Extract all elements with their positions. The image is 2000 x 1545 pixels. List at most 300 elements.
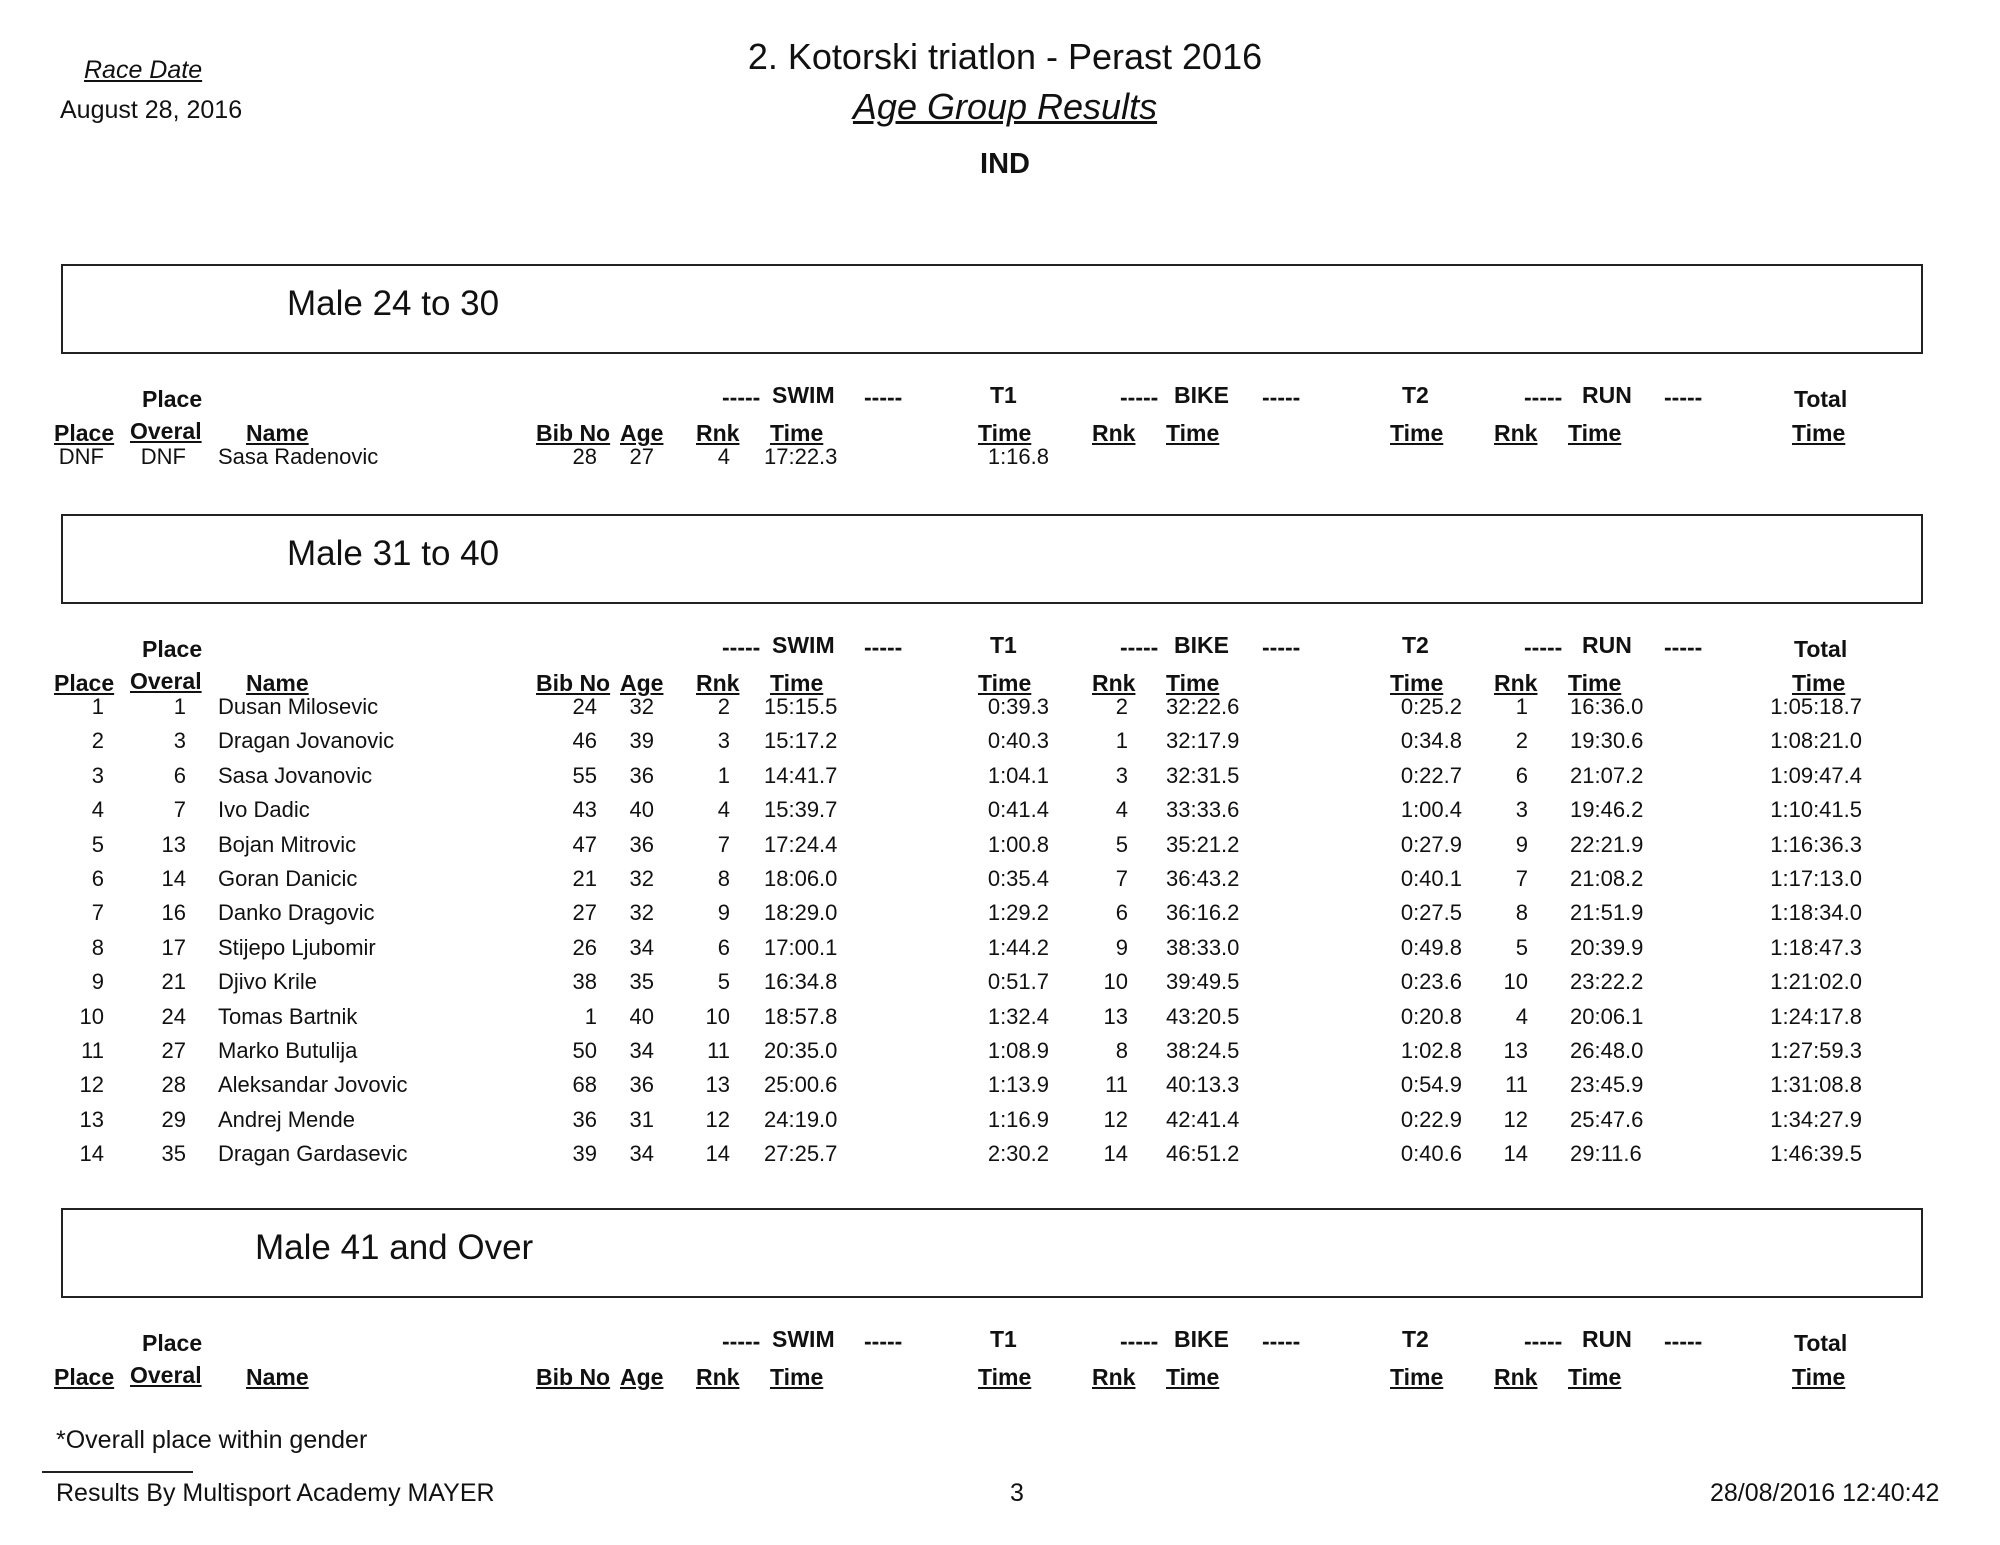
cell-t2-time: 1:02.8 [1400, 1038, 1462, 1063]
cell-bike-time: 43:20.5 [1166, 1003, 1240, 1029]
cell-age: 32 [629, 694, 654, 719]
cell-bike-time: 46:51.2 [1166, 1141, 1240, 1167]
cell-total-time: 1:24:17.8 [1770, 1003, 1862, 1029]
cell-swim-time: 14:41.7 [764, 762, 838, 788]
cell-swim-rnk: 11 [707, 1038, 730, 1063]
header-t2: T2 [1402, 632, 1429, 658]
cell-place: 9 [91, 969, 104, 995]
race-date: August 28, 2016 [60, 96, 243, 124]
header-overal: Overal [130, 1362, 202, 1388]
cell-bike-rnk: 2 [1115, 694, 1128, 719]
cell-bike-time: 32:31.5 [1166, 762, 1240, 788]
cell-swim-time: 18:06.0 [764, 866, 838, 891]
cell-place: 8 [91, 934, 104, 960]
cell-total-time: 1:27:59.3 [1770, 1038, 1862, 1063]
header-t1-time: Time [978, 1364, 1032, 1390]
cell-total-time: 1:16:36.3 [1770, 831, 1862, 857]
cell-age: 35 [629, 969, 654, 995]
header-total: Total [1794, 1330, 1848, 1356]
cell-t1-time: 0:35.4 [987, 866, 1049, 891]
column-headers [0, 1324, 2000, 1394]
header-run-time: Time [1568, 670, 1622, 696]
footer-rule [42, 1471, 193, 1473]
header-bike-time: Time [1166, 1364, 1220, 1390]
header-run-dashes-right: ----- [1664, 384, 1703, 410]
cell-bike-time: 33:33.6 [1166, 797, 1240, 823]
header-total-time: Time [1792, 1364, 1846, 1390]
cell-swim-time: 25:00.6 [764, 1072, 838, 1098]
cell-place: 4 [91, 797, 104, 823]
header-bike-dashes-left: ----- [1120, 1328, 1159, 1354]
cell-total-time: 1:18:47.3 [1770, 934, 1862, 960]
cell-bib-no: 47 [572, 831, 597, 857]
header-total-time: Time [1792, 670, 1846, 696]
cell-name: Ivo Dadic [218, 797, 310, 823]
cell-bike-rnk: 9 [1115, 934, 1128, 960]
column-headers [0, 380, 2000, 450]
header-swim-dashes-right: ----- [864, 384, 903, 410]
cell-t2-time: 0:27.5 [1400, 900, 1462, 926]
cell-bib-no: 68 [572, 1072, 597, 1098]
cell-t1-time: 1:00.8 [987, 831, 1049, 857]
cell-bike-time: 40:13.3 [1166, 1072, 1240, 1098]
header-bike-dashes-left: ----- [1120, 634, 1159, 660]
cell-swim-time: 27:25.7 [764, 1141, 838, 1167]
cell-swim-rnk: 10 [705, 1003, 730, 1029]
cell-bike-time: 38:33.0 [1166, 934, 1240, 960]
table-row [0, 694, 2000, 728]
cell-bike-rnk: 4 [1115, 797, 1128, 823]
header-swim-dashes-right: ----- [864, 634, 903, 660]
header-name: Name [246, 420, 309, 446]
header-bike-dashes-right: ----- [1262, 384, 1301, 410]
cell-place: 1 [91, 694, 104, 719]
cell-run-time: 19:46.2 [1570, 797, 1644, 823]
cell-t1-time: 1:32.4 [987, 1003, 1049, 1029]
header-swim-time: Time [770, 1364, 824, 1390]
table-row [0, 444, 2000, 478]
cell-run-rnk: 6 [1515, 762, 1528, 788]
header-run-rnk: Rnk [1494, 670, 1538, 696]
age-group-title: Male 24 to 30 [287, 284, 500, 323]
header-overal: Overal [130, 668, 202, 694]
cell-run-rnk: 8 [1515, 900, 1528, 926]
cell-run-rnk: 9 [1515, 831, 1528, 857]
header-place-top: Place [142, 386, 203, 412]
cell-age: 32 [629, 900, 654, 926]
cell-name: Goran Danicic [218, 866, 358, 891]
header-bike-dashes-right: ----- [1262, 1328, 1301, 1354]
age-group-section [0, 264, 2000, 504]
header-bib-no: Bib No [536, 420, 611, 446]
header-swim: SWIM [772, 1326, 835, 1352]
header-run: RUN [1582, 382, 1632, 408]
header-run-dashes-right: ----- [1664, 1328, 1703, 1354]
header-total-time: Time [1792, 420, 1846, 446]
cell-bib-no: 43 [572, 797, 597, 823]
cell-run-rnk: 1 [1515, 694, 1528, 719]
header-run: RUN [1582, 1326, 1632, 1352]
header-t1: T1 [990, 382, 1017, 408]
cell-t1-time: 0:51.7 [987, 969, 1049, 995]
cell-name: Dragan Jovanovic [218, 728, 395, 754]
header-run-time: Time [1568, 1364, 1622, 1390]
cell-bib-no: 39 [572, 1141, 597, 1167]
header-age: Age [620, 420, 664, 446]
cell-place: 6 [91, 866, 104, 891]
cell-swim-time: 17:00.1 [764, 934, 838, 960]
header-place-top: Place [142, 1330, 203, 1356]
cell-swim-rnk: 12 [705, 1106, 730, 1132]
header-swim-dashes-left: ----- [722, 384, 761, 410]
cell-bike-time: 32:17.9 [1166, 728, 1240, 754]
cell-run-time: 21:51.9 [1570, 900, 1644, 926]
header-place-top: Place [142, 636, 203, 662]
cell-swim-rnk: 14 [705, 1141, 730, 1167]
cell-run-time: 29:11.6 [1570, 1141, 1642, 1167]
cell-run-rnk: 3 [1515, 797, 1528, 823]
cell-t2-time: 1:00.4 [1400, 797, 1462, 823]
cell-total-time: 1:08:21.0 [1770, 728, 1862, 754]
cell-total-time: 1:31:08.8 [1770, 1072, 1862, 1098]
cell-run-rnk: 14 [1503, 1141, 1528, 1167]
header-t2: T2 [1402, 382, 1429, 408]
cell-bike-time: 38:24.5 [1166, 1038, 1240, 1063]
cell-bib-no: 24 [572, 694, 597, 719]
cell-run-rnk: 13 [1503, 1038, 1528, 1063]
cell-bike-time: 39:49.5 [1166, 969, 1240, 995]
header-t2: T2 [1402, 1326, 1429, 1352]
header-bike-time: Time [1166, 420, 1220, 446]
table-row [0, 900, 2000, 934]
cell-bike-time: 36:43.2 [1166, 866, 1240, 891]
cell-total-time: 1:46:39.5 [1770, 1141, 1862, 1167]
cell-bike-rnk: 8 [1115, 1038, 1128, 1063]
header-swim-time: Time [770, 670, 824, 696]
cell-place: DNF [58, 444, 104, 469]
header-swim-time: Time [770, 420, 824, 446]
header-run-dashes-left: ----- [1524, 634, 1563, 660]
header-swim-dashes-left: ----- [722, 1328, 761, 1354]
cell-overal: 21 [161, 969, 186, 995]
cell-age: 36 [629, 831, 654, 857]
cell-bib-no: 50 [572, 1038, 597, 1063]
cell-name: Dragan Gardasevic [218, 1141, 408, 1167]
header-bib-no: Bib No [536, 1364, 611, 1390]
cell-place: 14 [79, 1141, 104, 1167]
table-row [0, 969, 2000, 1003]
header-place: Place [54, 670, 115, 696]
cell-swim-rnk: 9 [717, 900, 730, 926]
division-label: IND [980, 148, 1030, 180]
page-number: 3 [1010, 1479, 1024, 1507]
cell-swim-rnk: 7 [717, 831, 730, 857]
header-bib-no: Bib No [536, 670, 611, 696]
cell-t1-time: 0:41.4 [987, 797, 1049, 823]
header-t1: T1 [990, 632, 1017, 658]
cell-swim-rnk: 13 [705, 1072, 730, 1098]
cell-swim-time: 17:24.4 [764, 831, 838, 857]
table-row [0, 866, 2000, 900]
cell-t2-time: 0:40.1 [1400, 866, 1462, 891]
cell-bib-no: 27 [572, 900, 597, 926]
header-total: Total [1794, 636, 1848, 662]
cell-t2-time: 0:20.8 [1400, 1003, 1462, 1029]
cell-swim-rnk: 1 [717, 762, 730, 788]
header-bike: BIKE [1174, 632, 1229, 658]
header-t2-time: Time [1390, 1364, 1444, 1390]
cell-total-time: 1:05:18.7 [1770, 694, 1862, 719]
footer-timestamp: 28/08/2016 12:40:42 [1710, 1479, 1940, 1507]
cell-total-time: 1:10:41.5 [1770, 797, 1862, 823]
cell-run-rnk: 4 [1515, 1003, 1528, 1029]
cell-swim-time: 18:57.8 [764, 1003, 838, 1029]
table-row [0, 1141, 2000, 1175]
cell-place: 11 [81, 1038, 104, 1063]
cell-swim-rnk: 4 [717, 444, 730, 469]
footer-results-by: Results By Multisport Academy MAYER [56, 1479, 495, 1507]
cell-run-time: 25:47.6 [1570, 1106, 1644, 1132]
cell-overal: 28 [161, 1072, 186, 1098]
cell-run-time: 19:30.6 [1570, 728, 1644, 754]
cell-bike-rnk: 7 [1115, 866, 1128, 891]
header-bike: BIKE [1174, 382, 1229, 408]
cell-t1-time: 1:16.9 [987, 1106, 1049, 1132]
cell-run-rnk: 11 [1505, 1072, 1528, 1098]
header-run-dashes-right: ----- [1664, 634, 1703, 660]
header-t2-time: Time [1390, 670, 1444, 696]
cell-t2-time: 0:23.6 [1400, 969, 1462, 995]
cell-name: Aleksandar Jovovic [218, 1072, 408, 1098]
header-name: Name [246, 670, 309, 696]
cell-t1-time: 0:39.3 [987, 694, 1049, 719]
header-bike-dashes-right: ----- [1262, 634, 1301, 660]
age-group-box [61, 264, 1923, 354]
table-row [0, 797, 2000, 831]
race-date-label: Race Date [84, 56, 203, 84]
page-subtitle: Age Group Results [852, 86, 1158, 127]
cell-run-time: 20:39.9 [1570, 934, 1644, 960]
header-swim-dashes-left: ----- [722, 634, 761, 660]
cell-age: 36 [629, 1072, 654, 1098]
header-run: RUN [1582, 632, 1632, 658]
cell-age: 36 [629, 762, 654, 788]
cell-t1-time: 1:08.9 [987, 1038, 1049, 1063]
header-t2-time: Time [1390, 420, 1444, 446]
header-bike-rnk: Rnk [1092, 420, 1136, 446]
cell-t2-time: 0:54.9 [1400, 1072, 1462, 1098]
cell-total-time: 1:34:27.9 [1770, 1106, 1862, 1132]
cell-run-rnk: 5 [1515, 934, 1528, 960]
cell-swim-rnk: 6 [717, 934, 730, 960]
cell-run-rnk: 7 [1515, 866, 1528, 891]
cell-bike-rnk: 10 [1103, 969, 1128, 995]
table-row [0, 763, 2000, 797]
cell-total-time: 1:09:47.4 [1770, 762, 1862, 788]
table-row [0, 832, 2000, 866]
cell-swim-time: 15:17.2 [764, 728, 838, 754]
cell-bib-no: 28 [572, 444, 597, 469]
header-place: Place [54, 420, 115, 446]
cell-swim-time: 17:22.3 [764, 444, 838, 469]
header-swim: SWIM [772, 632, 835, 658]
cell-name: Sasa Radenovic [218, 444, 379, 469]
cell-bib-no: 55 [572, 762, 597, 788]
table-row [0, 728, 2000, 762]
cell-overal: 1 [173, 694, 186, 719]
cell-t1-time: 1:13.9 [987, 1072, 1049, 1098]
cell-bike-time: 32:22.6 [1166, 694, 1240, 719]
age-group-box [61, 1208, 1923, 1298]
cell-overal: 13 [161, 831, 186, 857]
table-row [0, 935, 2000, 969]
age-group-box [61, 514, 1923, 604]
cell-place: 3 [91, 762, 104, 788]
cell-t1-time: 0:40.3 [987, 728, 1049, 754]
cell-t2-time: 0:22.7 [1400, 762, 1462, 788]
cell-bib-no: 36 [572, 1106, 597, 1132]
cell-bike-rnk: 14 [1103, 1141, 1128, 1167]
cell-place: 7 [91, 900, 104, 926]
cell-bike-rnk: 6 [1115, 900, 1128, 926]
cell-swim-time: 20:35.0 [764, 1038, 838, 1063]
cell-swim-rnk: 5 [717, 969, 730, 995]
cell-bike-rnk: 12 [1103, 1106, 1128, 1132]
cell-total-time: 1:21:02.0 [1770, 969, 1862, 995]
cell-name: Danko Dragovic [218, 900, 375, 926]
header-name: Name [246, 1364, 309, 1390]
cell-total-time: 1:17:13.0 [1770, 866, 1862, 891]
cell-bike-time: 35:21.2 [1166, 831, 1240, 857]
header-t1-time: Time [978, 670, 1032, 696]
cell-bib-no: 1 [584, 1003, 597, 1029]
cell-place: 5 [91, 831, 104, 857]
cell-bike-rnk: 13 [1103, 1003, 1128, 1029]
cell-run-rnk: 2 [1515, 728, 1528, 754]
cell-age: 40 [629, 1003, 654, 1029]
cell-place: 2 [91, 728, 104, 754]
cell-name: Bojan Mitrovic [218, 831, 357, 857]
cell-overal: 14 [161, 866, 186, 891]
cell-bib-no: 26 [572, 934, 597, 960]
cell-run-time: 21:07.2 [1570, 762, 1644, 788]
cell-age: 40 [629, 797, 654, 823]
table-row [0, 1004, 2000, 1038]
cell-overal: 27 [161, 1038, 186, 1063]
cell-run-time: 23:22.2 [1570, 969, 1644, 995]
cell-run-rnk: 12 [1503, 1106, 1528, 1132]
page-title: 2. Kotorski triatlon - Perast 2016 [747, 36, 1263, 77]
cell-name: Sasa Jovanovic [218, 762, 373, 788]
footnote: *Overall place within gender [56, 1426, 368, 1454]
header-t1-time: Time [978, 420, 1032, 446]
header-swim: SWIM [772, 382, 835, 408]
header-run-rnk: Rnk [1494, 420, 1538, 446]
cell-bike-rnk: 11 [1105, 1072, 1128, 1098]
cell-age: 31 [629, 1106, 654, 1132]
cell-age: 34 [629, 1038, 654, 1063]
cell-t1-time: 1:44.2 [987, 934, 1049, 960]
cell-bib-no: 38 [572, 969, 597, 995]
header-bike-time: Time [1166, 670, 1220, 696]
table-row [0, 1038, 2000, 1072]
cell-age: 27 [629, 444, 654, 469]
header-overal: Overal [130, 418, 202, 444]
cell-swim-rnk: 3 [717, 728, 730, 754]
cell-run-time: 26:48.0 [1570, 1038, 1644, 1063]
cell-bike-rnk: 5 [1115, 831, 1128, 857]
cell-name: Marko Butulija [218, 1038, 358, 1063]
cell-overal: 16 [161, 900, 186, 926]
cell-t2-time: 0:34.8 [1400, 728, 1462, 754]
age-group-section [0, 1208, 2000, 1408]
cell-swim-rnk: 4 [717, 797, 730, 823]
cell-swim-rnk: 8 [717, 866, 730, 891]
cell-age: 34 [629, 934, 654, 960]
header-age: Age [620, 670, 664, 696]
table-row [0, 1072, 2000, 1106]
cell-name: Djivo Krile [218, 969, 318, 995]
cell-overal: 6 [173, 762, 186, 788]
header-swim-dashes-right: ----- [864, 1328, 903, 1354]
cell-swim-time: 16:34.8 [764, 969, 838, 995]
cell-overal: 24 [161, 1003, 186, 1029]
cell-bike-rnk: 3 [1115, 762, 1128, 788]
cell-swim-time: 24:19.0 [764, 1106, 838, 1132]
cell-overal: 29 [161, 1106, 186, 1132]
header-swim-rnk: Rnk [696, 420, 740, 446]
cell-t2-time: 0:22.9 [1400, 1106, 1462, 1132]
cell-t1-time: 1:16.8 [987, 444, 1049, 469]
cell-name: Tomas Bartnik [218, 1003, 358, 1029]
cell-place: 10 [79, 1003, 104, 1029]
cell-t1-time: 2:30.2 [987, 1141, 1049, 1167]
cell-run-time: 21:08.2 [1570, 866, 1644, 891]
header-place: Place [54, 1364, 115, 1390]
cell-run-rnk: 10 [1503, 969, 1528, 995]
cell-t2-time: 0:49.8 [1400, 934, 1462, 960]
cell-swim-time: 18:29.0 [764, 900, 838, 926]
cell-overal: 7 [173, 797, 186, 823]
cell-t2-time: 0:25.2 [1400, 694, 1462, 719]
cell-bike-rnk: 1 [1115, 728, 1128, 754]
cell-bike-time: 42:41.4 [1166, 1106, 1240, 1132]
cell-overal: 17 [161, 934, 186, 960]
cell-run-time: 20:06.1 [1570, 1003, 1644, 1029]
cell-t2-time: 0:27.9 [1400, 831, 1462, 857]
cell-age: 39 [629, 728, 654, 754]
cell-place: 13 [79, 1106, 104, 1132]
header-run-dashes-left: ----- [1524, 384, 1563, 410]
header-t1: T1 [990, 1326, 1017, 1352]
cell-name: Andrej Mende [218, 1106, 355, 1132]
cell-age: 32 [629, 866, 654, 891]
header-total: Total [1794, 386, 1848, 412]
column-headers [0, 630, 2000, 700]
cell-total-time: 1:18:34.0 [1770, 900, 1862, 926]
header-run-dashes-left: ----- [1524, 1328, 1563, 1354]
cell-t2-time: 0:40.6 [1400, 1141, 1462, 1167]
header-bike-dashes-left: ----- [1120, 384, 1159, 410]
cell-run-time: 16:36.0 [1570, 694, 1644, 719]
age-group-title: Male 31 to 40 [287, 534, 500, 573]
cell-swim-time: 15:15.5 [764, 694, 838, 719]
cell-run-time: 22:21.9 [1570, 831, 1644, 857]
cell-place: 12 [79, 1072, 104, 1098]
cell-bike-time: 36:16.2 [1166, 900, 1240, 926]
cell-t1-time: 1:29.2 [987, 900, 1049, 926]
cell-overal: DNF [140, 444, 186, 469]
